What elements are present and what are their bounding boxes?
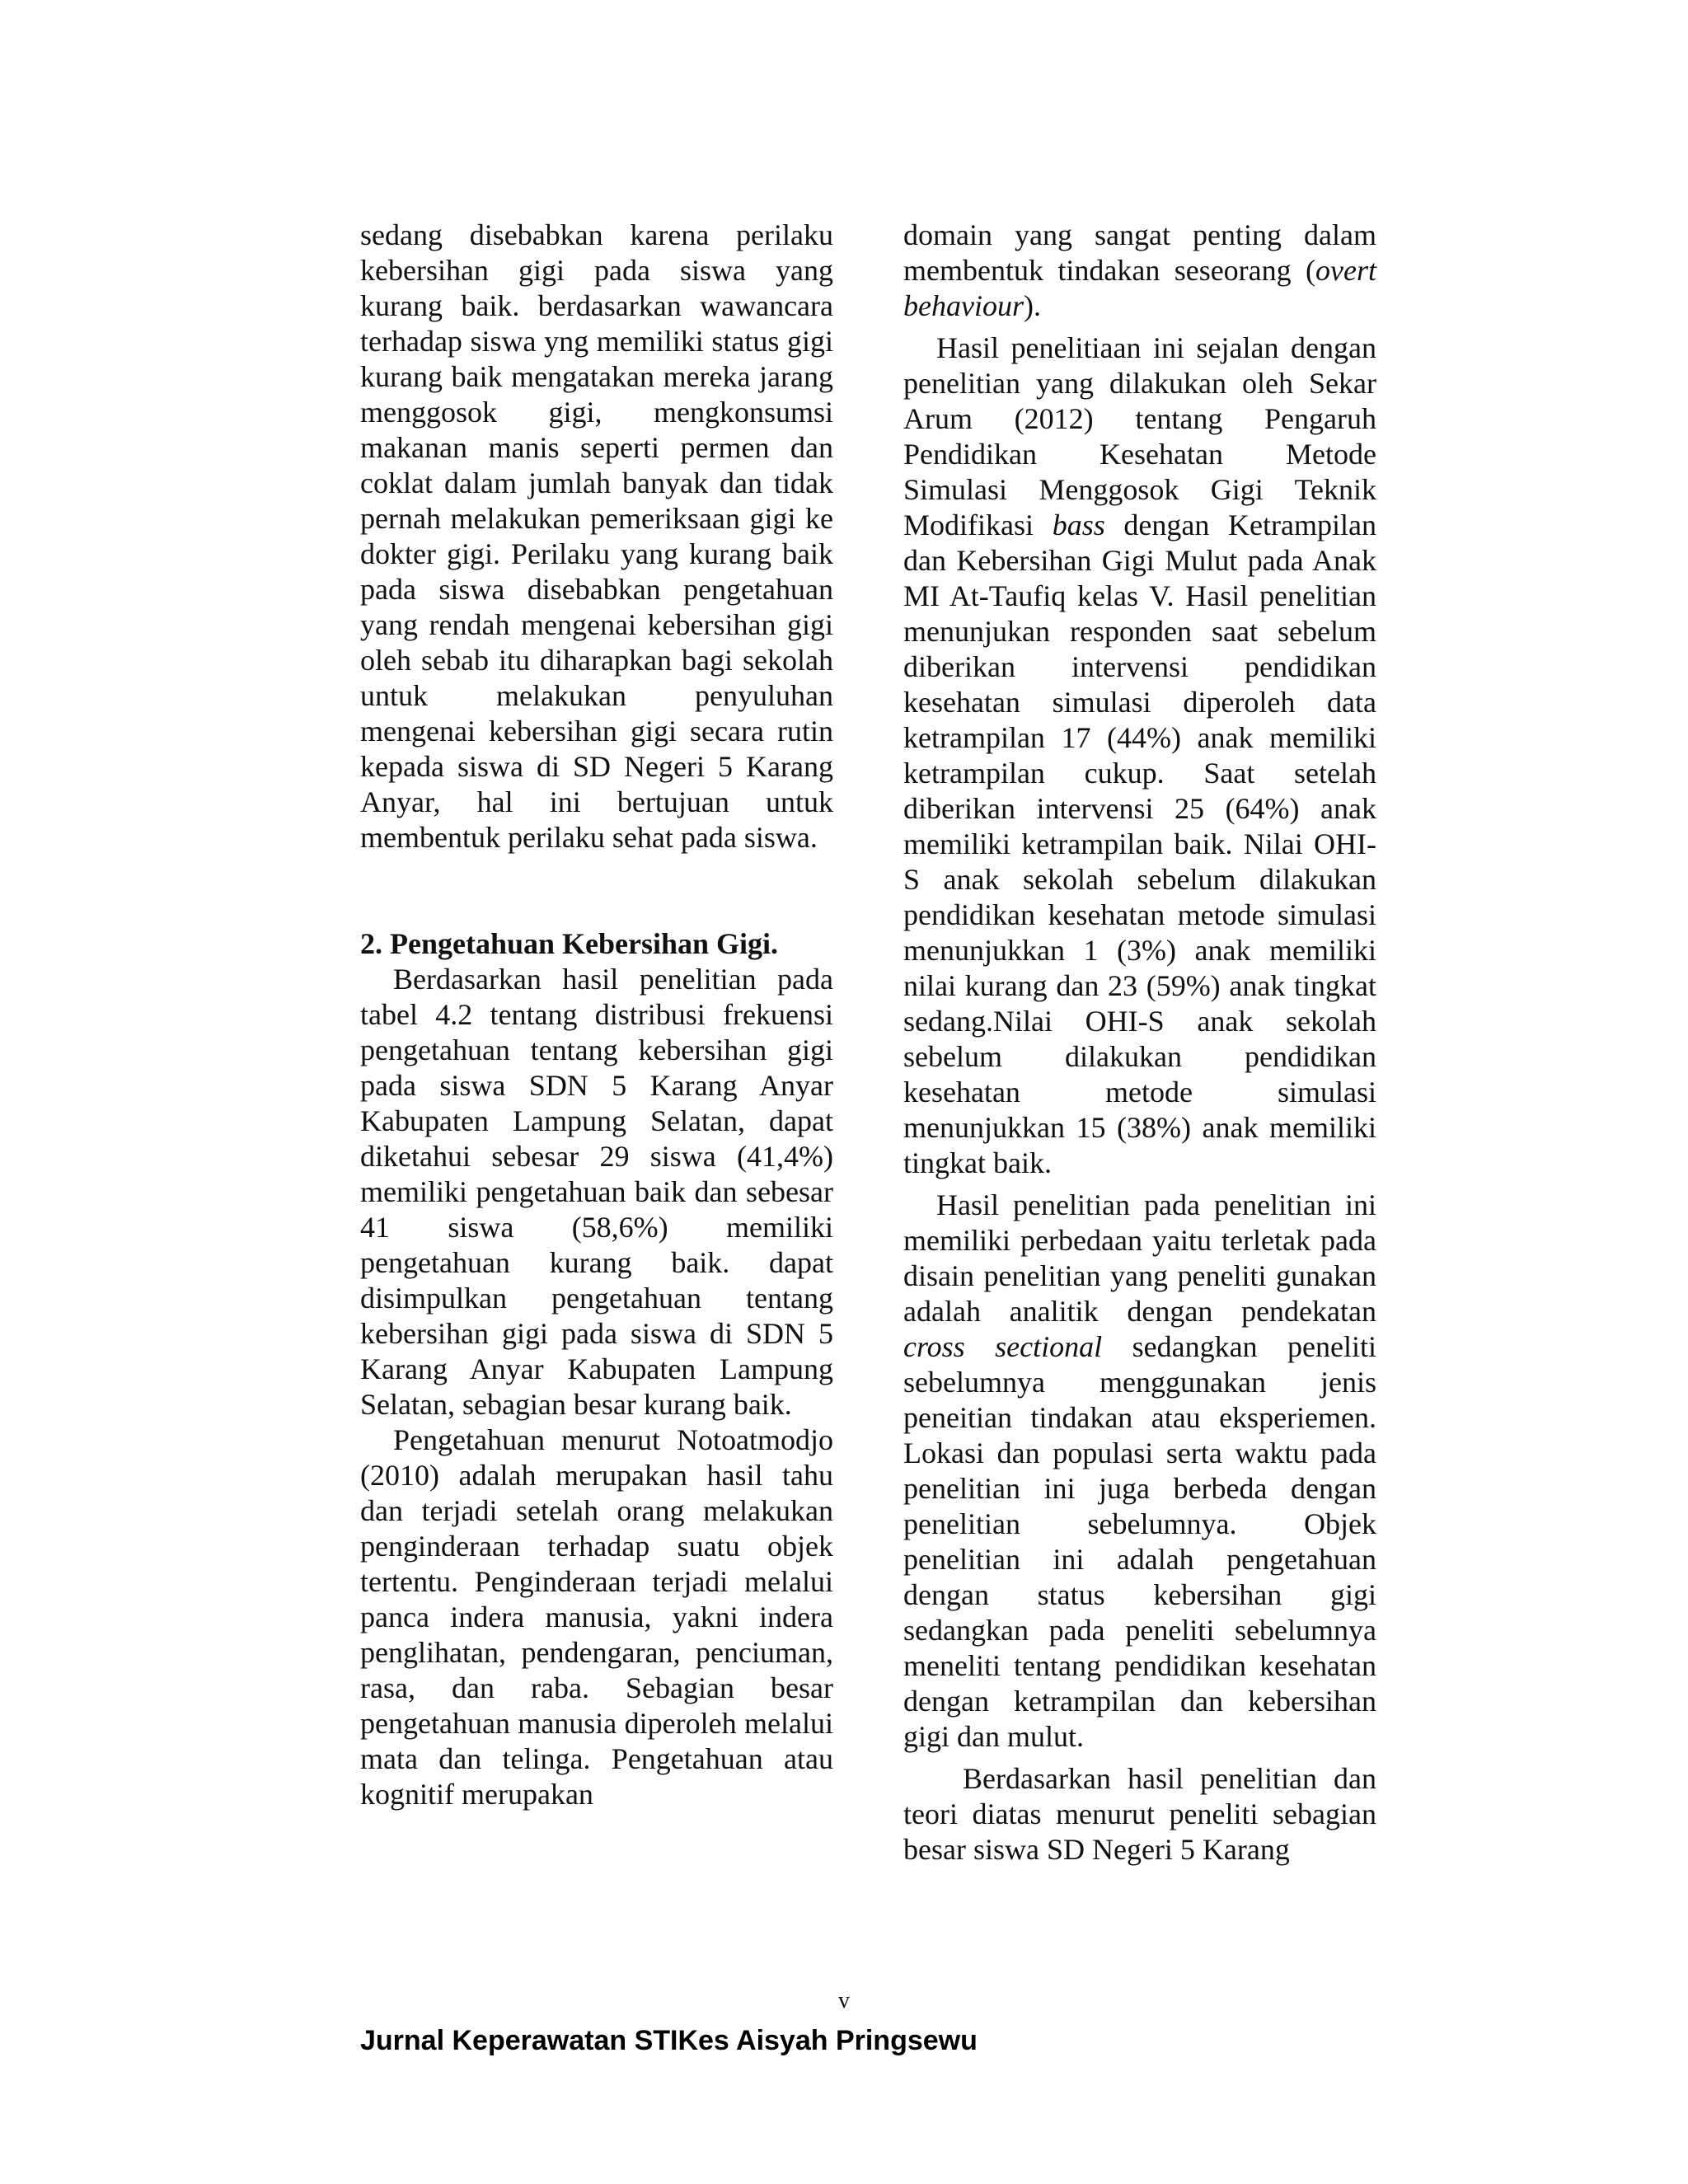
journal-footer: Jurnal Keperawatan STIKes Aisyah Pringsewu <box>360 2025 978 2056</box>
body-paragraph: Pengetahuan menurut Notoatmodjo (2010) adalah merupakan hasil tahu dan terjadi setelah orang melakukan penginderaan terhadap suatu objek tertentu. Penginderaan terjadi melalui panca indera manusia, yakni indera penglihatan, pendengaran, penciuman, rasa, dan raba. Sebagian besar pengetahuan manusia diperoleh melalui mata dan telinga. Pengetahuan atau kognitif merupakan <box>360 1423 833 1811</box>
body-paragraph: Berdasarkan hasil penelitian dan teori diatas menurut peneliti sebagian besar siswa SD Negeri 5 Karang <box>903 1762 1376 1866</box>
text-run: domain yang sangat penting dalam membentuk tindakan seseorang ( <box>903 218 1376 287</box>
text-run: sedangkan peneliti sebelumnya menggunakan jenis peneitian tindakan atau eksperiemen. Lokasi dan populasi serta waktu pada penelitian ini juga berbeda dengan penelitian sebelumnya. Objek penelitian ini adalah pengetahuan dengan status kebersihan gigi sedangkan pada peneliti sebelumnya meneliti tentang pendidikan kesehatan dengan ketrampilan dan kebersihan gigi dan mulut. <box>903 1330 1376 1753</box>
text-run: Hasil penelitian pada penelitian ini memiliki perbedaan yaitu terletak pada disain penelitian yang peneliti gunakan adalah analitik dengan pendekatan <box>903 1188 1376 1328</box>
section-heading: 2. Pengetahuan Kebersihan Gigi. <box>360 927 779 960</box>
body-paragraph <box>903 1188 1376 1755</box>
italic-term: cross sectional <box>903 1330 1103 1363</box>
paragraph-spacer <box>360 855 833 926</box>
text-run: Hasil penelitiaan ini sejalan dengan penelitian yang dilakukan oleh Sekar Arum (2012) tentang Pengaruh Pendidikan Kesehatan Metode Simulasi Menggosok Gigi Teknik Modifikasi <box>903 331 1376 541</box>
body-paragraph-continued: sedang disebabkan karena perilaku kebersihan gigi pada siswa yang kurang baik. berdasarkan wawancara terhadap siswa yng memiliki status gigi kurang baik mengatakan mereka jarang menggosok gigi, mengkonsumsi makanan manis seperti permen dan coklat dalam jumlah banyak dan tidak pernah melakukan pemeriksaan gigi ke dokter gigi. Perilaku yang kurang baik pada siswa disebabkan pengetahuan yang rendah mengenai kebersihan gigi oleh sebab itu diharapkan bagi sekolah untuk melakukan penyuluhan mengenai kebersihan gigi secara rutin kepada siswa di SD Negeri 5 Karang Anyar, hal ini bertujuan untuk membentuk perilaku sehat pada siswa. <box>360 218 833 854</box>
body-paragraph <box>903 330 1376 1181</box>
text-run: dengan Ketrampilan dan Kebersihan Gigi Mulut pada Anak MI At-Taufiq kelas V. Hasil penelitian menunjukan responden saat sebelum diberikan intervensi pendidikan kesehatan simulasi diperoleh data ketrampilan 17 (44%) anak memiliki ketrampilan cukup. Saat setelah diberikan intervensi 25 (64%) anak memiliki ketrampilan baik. Nilai OHI-S anak sekolah sebelum dilakukan pendidikan kesehatan metode simulasi menunjukkan 1 (3%) anak memiliki nilai kurang dan 23 (59%) anak tingkat sedang.Nilai OHI-S anak sekolah sebelum dilakukan pendidikan kesehatan metode simulasi menunjukkan 15 (38%) anak memiliki tingkat baik. <box>903 509 1376 1179</box>
body-paragraph-continued <box>903 218 1376 324</box>
right-column <box>903 218 1376 1868</box>
page-number: v <box>838 1988 850 2013</box>
italic-term: bass <box>1052 509 1105 541</box>
text-run: ). <box>1023 289 1041 322</box>
left-column <box>360 218 833 1812</box>
italic-term: overt behaviour <box>903 254 1376 322</box>
body-paragraph: Berdasarkan hasil penelitian pada tabel 4.2 tentang distribusi frekuensi pengetahuan tentang kebersihan gigi pada siswa SDN 5 Karang Anyar Kabupaten Lampung Selatan, dapat diketahui sebesar 29 siswa (41,4%) memiliki pengetahuan baik dan sebesar 41 siswa (58,6%) memiliki pengetahuan kurang baik. dapat disimpulkan pengetahuan tentang kebersihan gigi pada siswa di SDN 5 Karang Anyar Kabupaten Lampung Selatan, sebagian besar kurang baik. <box>360 963 833 1421</box>
